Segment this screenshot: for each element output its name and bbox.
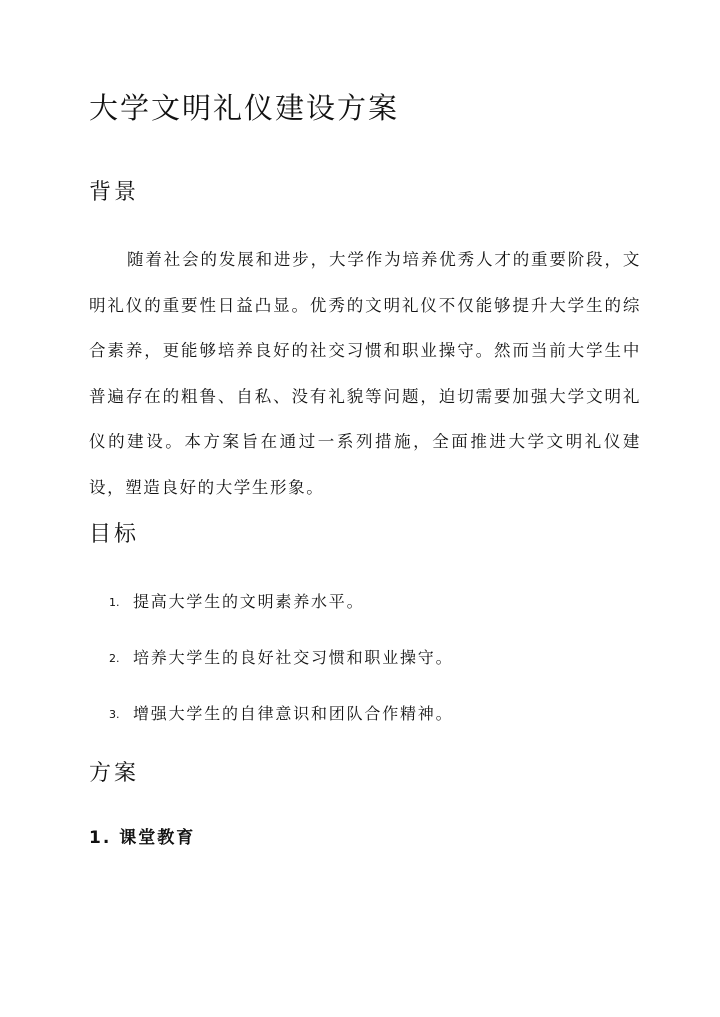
- goal-text: 培养大学生的良好社交习惯和职业操守。: [133, 648, 454, 667]
- goal-list-item: [109, 645, 453, 668]
- goal-list-item: [109, 589, 364, 612]
- document-title: 大学文明礼仪建设方案: [89, 91, 400, 125]
- section-heading-plan: 方案: [89, 761, 140, 786]
- background-paragraph: 随着社会的发展和进步，大学作为培养优秀人才的重要阶段，文明礼仪的重要性日益凸显。优秀的文明礼仪不仅能够提升大学生的综合素养，更能够培养良好的社交习惯和职业操守。然而当前大学生中普遍存在的粗鲁、自私、没有礼貌等问题，迫切需要加强大学文明礼仪的建设。本方案旨在通过一系列措施，全面推进大学文明礼仪建设，塑造良好的大学生形象。: [89, 250, 641, 497]
- section-heading-goals: 目标: [89, 522, 140, 547]
- goal-number: 3.: [109, 708, 120, 721]
- goal-list-item: [109, 701, 453, 724]
- goal-number: 2.: [109, 652, 120, 665]
- goal-text: 提高大学生的文明素养水平。: [133, 592, 365, 611]
- goal-text: 增强大学生的自律意识和团队合作精神。: [133, 704, 454, 723]
- subsection-heading-classroom-education: 1. 课堂教育: [89, 828, 196, 848]
- section-heading-background: 背景: [89, 180, 140, 205]
- goal-number: 1.: [109, 596, 120, 609]
